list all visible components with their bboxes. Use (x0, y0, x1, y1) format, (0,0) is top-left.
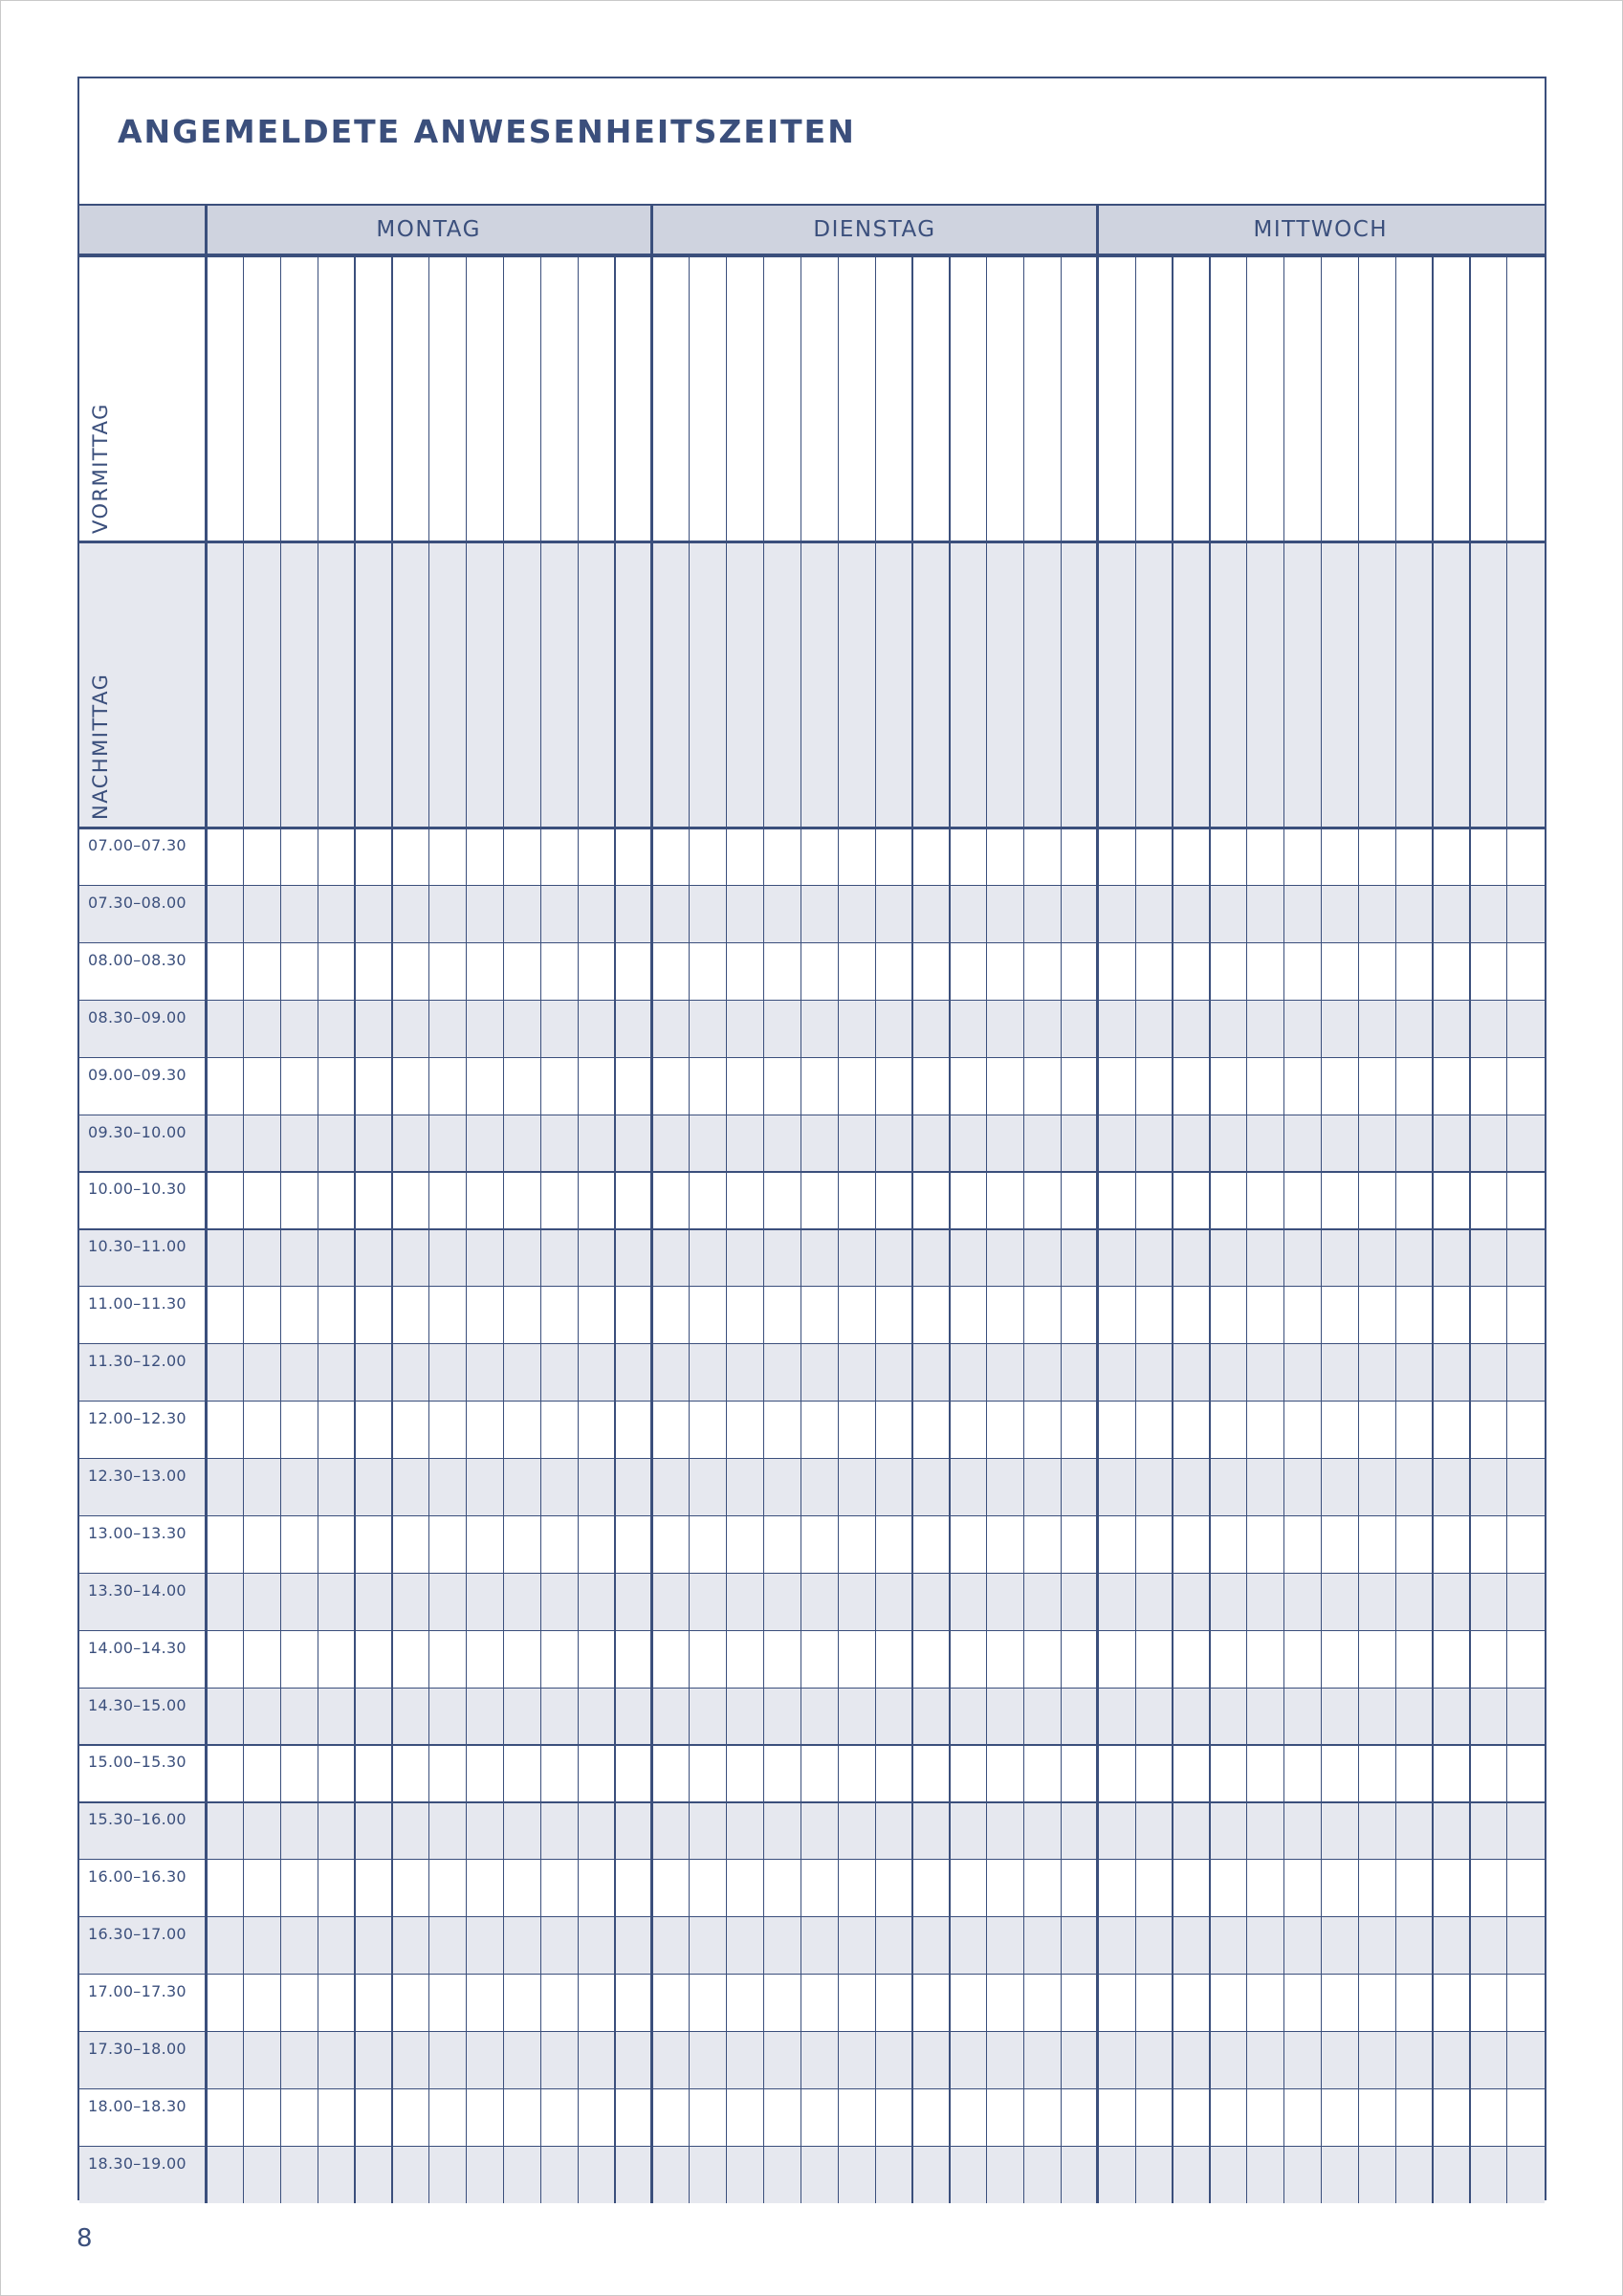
grid-line (79, 1343, 1545, 1344)
grid-line (1135, 255, 1136, 2203)
grid-line (1321, 255, 1322, 2203)
grid-line (1283, 255, 1284, 2203)
grid-line (243, 255, 244, 2203)
time-slot-label: 08.30–09.00 (88, 1007, 186, 1027)
grid-line (875, 255, 876, 2203)
table-row-background (79, 885, 1545, 942)
time-slot-label: 10.30–11.00 (88, 1237, 186, 1256)
time-slot-label: 12.00–12.30 (88, 1409, 186, 1427)
grid-line (763, 255, 764, 2203)
day-separator (650, 204, 653, 2203)
time-slot-label: 18.30–19.00 (88, 2153, 186, 2173)
grid-line (79, 1573, 1545, 1574)
grid-line (79, 1286, 1545, 1287)
grid-line (578, 255, 579, 2203)
table-row-background (79, 1115, 1545, 1172)
day-header-montag: MONTAG (376, 217, 481, 242)
time-slot-label: 15.30–16.00 (88, 1810, 186, 1829)
time-slot-label: 18.00–18.30 (88, 2096, 186, 2115)
attendance-sheet (77, 77, 1546, 2200)
block-background (79, 541, 1545, 828)
time-slot-label: 09.00–09.30 (88, 1065, 186, 1084)
time-slot-label: 10.00–10.30 (88, 1180, 186, 1199)
table-row-background (79, 1000, 1545, 1057)
grid-line (79, 827, 1545, 829)
grid-line (79, 1744, 1545, 1745)
grid-line (689, 255, 690, 2203)
grid-line (79, 1458, 1545, 1459)
grid-line (986, 255, 987, 2203)
grid-line (1246, 255, 1247, 2203)
table-row-background (79, 1688, 1545, 1745)
time-slot-label: 07.30–08.00 (88, 893, 186, 912)
grid-line (428, 255, 429, 2203)
grid-line (79, 2031, 1545, 2032)
time-slot-label: 07.00–07.30 (88, 836, 186, 854)
block-label-vormittag (79, 255, 205, 541)
grid-line (79, 1801, 1545, 1802)
table-row-background (79, 1916, 1545, 1974)
grid-line (79, 1401, 1545, 1402)
time-slot-label: 15.00–15.30 (88, 1753, 186, 1772)
grid-line (466, 255, 467, 2203)
grid-line (280, 255, 281, 2203)
table-row-background (79, 1458, 1545, 1515)
block-label-text: NACHMITTAG (89, 673, 112, 820)
time-slot-label: 12.30–13.00 (88, 1466, 186, 1485)
grid-line (79, 1859, 1545, 1860)
grid-line (79, 1688, 1545, 1689)
grid-line (79, 1057, 1545, 1058)
grid-line (911, 255, 912, 2203)
block-label-nachmittag (79, 541, 205, 828)
grid-line (79, 2146, 1545, 2147)
grid-line (1358, 255, 1359, 2203)
time-slot-label: 17.00–17.30 (88, 1982, 186, 2000)
grid-line (503, 255, 504, 2203)
day-header-dienstag: DIENSTAG (813, 217, 936, 242)
grid-line (79, 1000, 1545, 1001)
grid-line (614, 255, 615, 2203)
title-area (79, 78, 1545, 204)
table-row-background (79, 1801, 1545, 1859)
time-slot-label: 16.00–16.30 (88, 1867, 186, 1887)
time-slot-label: 11.30–12.00 (88, 1352, 186, 1371)
grid-line (1023, 255, 1024, 2203)
grid-line (79, 1228, 1545, 1229)
table-row-background (79, 2146, 1545, 2203)
grid-line (354, 255, 355, 2203)
grid-line (1209, 255, 1210, 2203)
grid-line (79, 254, 1545, 257)
block-label-text: VORMITTAG (89, 403, 112, 534)
table-row-background (79, 1573, 1545, 1630)
grid-line (1432, 255, 1433, 2203)
table-row-background (79, 2031, 1545, 2088)
page-title: ANGEMELDETE ANWESENHEITSZEITEN (118, 113, 856, 150)
grid-line (726, 255, 727, 2203)
grid-line (79, 1171, 1545, 1172)
grid-line (1172, 255, 1173, 2203)
time-slot-label: 13.00–13.30 (88, 1523, 186, 1542)
grid-line (79, 1916, 1545, 1917)
grid-line (79, 541, 1545, 543)
time-slot-label: 08.00–08.30 (88, 950, 186, 969)
grid-line (79, 1630, 1545, 1631)
grid-line (79, 1974, 1545, 1975)
time-slot-label: 14.30–15.00 (88, 1695, 186, 1714)
time-slot-label: 11.00–11.30 (88, 1294, 186, 1314)
time-slot-label: 17.30–18.00 (88, 2039, 186, 2058)
grid-line (949, 255, 950, 2203)
grid-line (79, 2088, 1545, 2089)
grid-line (79, 885, 1545, 886)
grid-line (1469, 255, 1470, 2203)
grid-line (205, 204, 208, 2203)
grid-line (1061, 255, 1062, 2203)
grid-line (838, 255, 839, 2203)
time-slot-label: 09.30–10.00 (88, 1122, 186, 1141)
time-slot-label: 13.30–14.00 (88, 1580, 186, 1600)
grid-line (1395, 255, 1396, 2203)
table-row-background (79, 1343, 1545, 1401)
grid-line (540, 255, 541, 2203)
day-header-mittwoch: MITTWOCH (1253, 217, 1389, 242)
grid-line (79, 1515, 1545, 1516)
grid-line (1506, 255, 1507, 2203)
day-separator (1096, 204, 1099, 2203)
grid-line (79, 942, 1545, 943)
page-number: 8 (77, 2224, 93, 2253)
table-row-background (79, 1228, 1545, 1286)
grid-line (391, 255, 392, 2203)
time-slot-label: 16.30–17.00 (88, 1925, 186, 1944)
time-slot-label: 14.00–14.30 (88, 1638, 186, 1657)
